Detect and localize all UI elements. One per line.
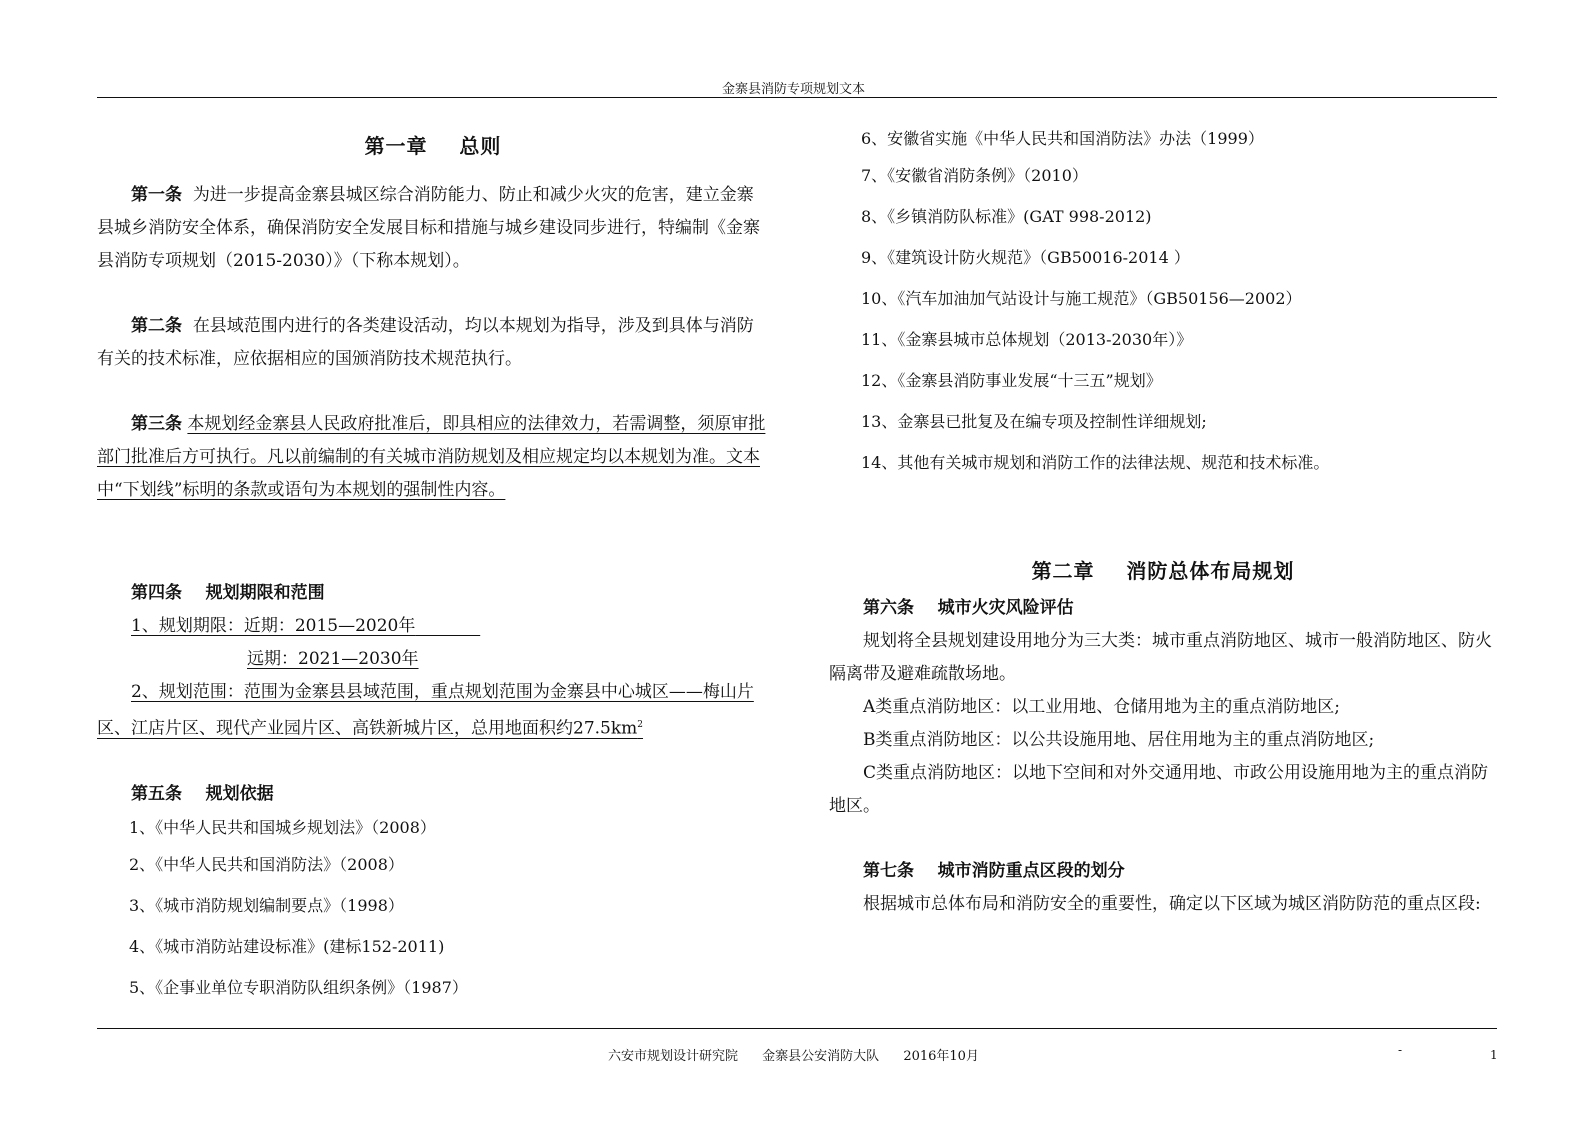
article7-title: 第七条 城市消防重点区段的划分 (863, 861, 1125, 881)
list-item: 4、《城市消防站建设标准》(建标152-2011) (129, 936, 445, 956)
article1 (97, 179, 769, 278)
article6-class-c: C类重点消防地区：以地下空间和对外交通用地、市政公用设施用地为主的重点消防地区。 (829, 763, 1489, 816)
document-header-title: 金寨县消防专项规划文本 (721, 82, 865, 97)
article3-title: 第三条 (131, 414, 182, 434)
list-item: 14、其他有关城市规划和消防工作的法律法规、规范和技术标准。 (861, 453, 1330, 472)
list-item: 2、《中华人民共和国消防法》（2008） (129, 854, 404, 874)
article2-text: 在县域范围内进行的各类建设活动，均以本规划为指导，涉及到具体与消防有关的技术标准，应依据相应的国颁消防技术规范执行。 (97, 316, 754, 369)
list-item: 1、《中华人民共和国城乡规划法》（2008） (129, 817, 436, 837)
list-item: 7、《安徽省消防条例》（2010） (861, 166, 1088, 185)
area-superscript: 2 (637, 720, 644, 730)
header-rule (97, 97, 1497, 98)
list-item: 8、《乡镇消防队标准》(GAT 998-2012) (861, 207, 1152, 226)
article4-scope: 2、规划范围：范围为金寨县县域范围，重点规划范围为金寨县中心城区——梅山片区、江店片区、现代产业园片区、高铁新城片区，总用地面积约$27.5km^2$ (97, 682, 754, 739)
basis-list-right (829, 122, 1497, 483)
footer-rule (97, 1028, 1497, 1029)
list-item: 9、《建筑设计防火规范》（GB50016-2014 ） (861, 248, 1190, 267)
article6-text: 规划将全县规划建设用地分为三大类：城市重点消防地区、城市一般消防地区、防火隔离带及避难疏散场地。 (829, 631, 1492, 684)
list-item: 10、《汽车加油加气站设计与施工规范》（GB50156—2002） (861, 289, 1302, 308)
footer-date: 2016年10月 (903, 1049, 979, 1064)
article2 (97, 310, 769, 376)
footer-org1: 六安市规划设计研究院 (608, 1049, 739, 1064)
page-number: 1 (1490, 1048, 1498, 1062)
article3 (97, 408, 769, 507)
list-item: 11、《金寨县城市总体规划（2013-2030年）》 (861, 330, 1193, 349)
list-item: 6、安徽省实施《中华人民共和国消防法》办法（1999） (861, 129, 1264, 148)
footer-dash: - (1398, 1043, 1403, 1057)
article1-title: 第一条 (131, 185, 182, 205)
footer-org2: 金寨县公安消防大队 (762, 1049, 880, 1064)
article4-period-near: 1、规划期限：近期：2015—2020年 (131, 616, 416, 636)
article4-title: 第四条 规划期限和范围 (131, 583, 325, 603)
article2-title: 第二条 (131, 316, 182, 336)
article6-class-b: B类重点消防地区：以公共设施用地、居住用地为主的重点消防地区; (863, 730, 1375, 750)
chapter1-title: 第一章 总则 (364, 134, 502, 158)
article4-period-far: 远期：2021—2030年 (247, 649, 419, 669)
article7-text: 根据城市总体布局和消防安全的重要性，确定以下区域为城区消防防范的重点区段: (863, 894, 1481, 914)
left-column (97, 120, 769, 1008)
article1-text: 为进一步提高金寨县城区综合消防能力、防止和减少火灾的危害，建立金寨县城乡消防安全体系，确保消防安全发展目标和措施与城乡建设同步进行，特编制《金寨县消防专项规划（2015-2030）》（下称本规划）。 (97, 185, 760, 271)
right-column (829, 122, 1497, 921)
article5-title: 第五条 规划依据 (131, 783, 274, 804)
list-item: 13、金寨县已批复及在编专项及控制性详细规划; (861, 412, 1207, 431)
chapter2-title: 第二章 消防总体布局规划 (1031, 559, 1295, 583)
article3-text: 本规划经金寨县人民政府批准后，即具相应的法律效力，若需调整，须原审批部门批准后方可执行。凡以前编制的有关城市消防规划及相应规定均以本规划为准。文本中“下划线”标明的条款或语句为本规划的强制性内容。 (97, 414, 766, 500)
basis-list-left (97, 811, 769, 1008)
article6-title: 第六条 城市火灾风险评估 (863, 598, 1074, 618)
document-footer (0, 1045, 1587, 1064)
list-item: 3、《城市消防规划编制要点》（1998） (129, 895, 404, 915)
article6-class-a: A类重点消防地区：以工业用地、仓储用地为主的重点消防地区; (863, 697, 1341, 717)
list-item: 5、《企事业单位专职消防队组织条例》（1987） (129, 977, 468, 997)
list-item: 12、《金寨县消防事业发展“十三五”规划》 (861, 371, 1162, 390)
